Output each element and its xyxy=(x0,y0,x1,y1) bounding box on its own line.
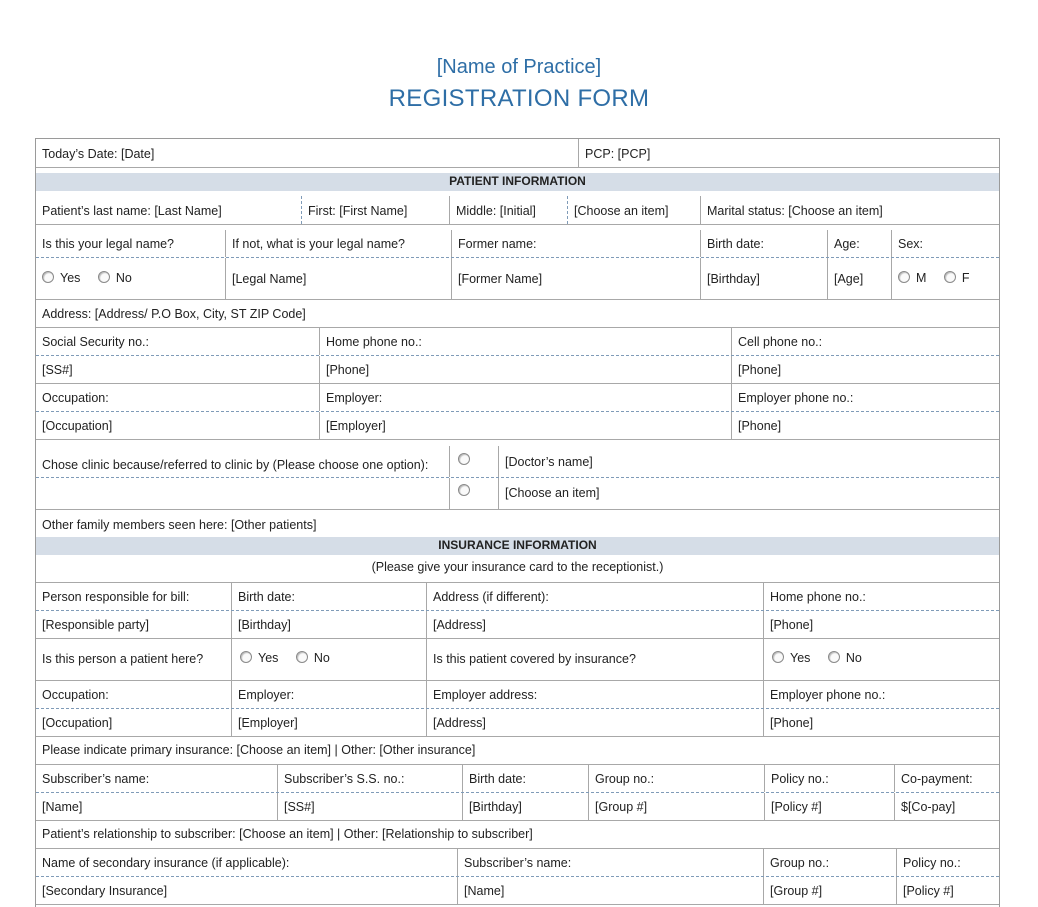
pcp-field[interactable]: PCP: [PCP] xyxy=(585,147,651,161)
policy-field[interactable]: [Policy #] xyxy=(771,800,822,814)
ssn-label: Social Security no.: xyxy=(42,335,149,349)
group-field[interactable]: [Group #] xyxy=(595,800,648,814)
legal-name-values-row xyxy=(36,258,999,300)
subscriber-ss-field[interactable]: [SS#] xyxy=(284,800,315,814)
subscriber-birth-field[interactable]: [Birthday] xyxy=(469,800,522,814)
first-name-field[interactable]: First: [First Name] xyxy=(308,204,408,218)
address-field[interactable]: Address: [Address/ P.O Box, City, ST ZIP Code] xyxy=(42,307,306,321)
patient-covered-row xyxy=(36,639,999,681)
marital-status-dropdown[interactable]: Marital status: [Choose an item] xyxy=(707,204,883,218)
ins-employer-address-label: Employer address: xyxy=(433,688,538,702)
resp-birth-field[interactable]: [Birthday] xyxy=(238,618,291,632)
legal-yes-option[interactable]: Yes xyxy=(42,271,80,285)
patient-here-no-option[interactable]: No xyxy=(296,651,330,665)
ins-occupation-label: Occupation: xyxy=(42,688,109,702)
title-dropdown[interactable]: [Choose an item] xyxy=(574,204,669,218)
legal-no-radio[interactable] xyxy=(98,271,110,283)
insurance-note: (Please give your insurance card to the receptionist.) xyxy=(371,560,664,574)
ins-employer-phone-field[interactable]: [Phone] xyxy=(770,716,814,730)
copay-label: Co-payment: xyxy=(901,772,973,786)
resp-birth-label: Birth date: xyxy=(238,590,295,604)
legal-name-label: If not, what is your legal name? xyxy=(232,237,406,251)
responsible-values-row xyxy=(36,611,999,639)
covered-yes-option[interactable]: Yes xyxy=(772,651,810,665)
sex-female-radio[interactable] xyxy=(944,271,956,283)
choose-item-radio[interactable] xyxy=(458,484,470,496)
former-name-label: Former name: xyxy=(458,237,537,251)
home-phone-field[interactable]: [Phone] xyxy=(326,363,370,377)
subscriber-name-field[interactable]: [Name] xyxy=(42,800,83,814)
sex-label: Sex: xyxy=(898,237,924,251)
address-row xyxy=(36,300,999,328)
other-family-field[interactable]: Other family members seen here: [Other patients] xyxy=(42,518,317,532)
subscriber-name-label: Subscriber’s name: xyxy=(42,772,150,786)
ins-occupation-field[interactable]: [Occupation] xyxy=(42,716,113,730)
cell-phone-field[interactable]: [Phone] xyxy=(738,363,782,377)
sex-female-option[interactable]: F xyxy=(944,271,970,285)
occupation-values-row xyxy=(36,412,999,440)
sex-male-option[interactable]: M xyxy=(898,271,926,285)
clinic-row-1 xyxy=(36,446,999,478)
ins-employer-phone-label: Employer phone no.: xyxy=(770,688,886,702)
secondary-values-row xyxy=(36,877,999,905)
doctor-radio[interactable] xyxy=(458,453,470,465)
responsible-label: Person responsible for bill: xyxy=(42,590,190,604)
resp-home-phone-label: Home phone no.: xyxy=(770,590,866,604)
age-field[interactable]: [Age] xyxy=(834,272,864,286)
date-row xyxy=(36,139,999,168)
age-label: Age: xyxy=(834,237,860,251)
responsible-labels-row xyxy=(36,583,999,611)
covered-no-option[interactable]: No xyxy=(828,651,862,665)
responsible-field[interactable]: [Responsible party] xyxy=(42,618,150,632)
relationship-field[interactable]: Patient’s relationship to subscriber: [Choose an item] | Other: [Relationship to subscriber] xyxy=(42,827,533,841)
patient-here-yes-option[interactable]: Yes xyxy=(240,651,278,665)
group-label: Group no.: xyxy=(595,772,655,786)
legal-name-question: Is this your legal name? xyxy=(42,237,175,251)
ins-occupation-values-row xyxy=(36,709,999,737)
name-row xyxy=(36,196,999,225)
registration-form xyxy=(35,138,1000,907)
secondary-policy-label: Policy no.: xyxy=(903,856,961,870)
former-name-field[interactable]: [Former Name] xyxy=(458,272,543,286)
employer-phone-label: Employer phone no.: xyxy=(738,391,854,405)
family-row xyxy=(36,510,999,537)
secondary-subscriber-field[interactable]: [Name] xyxy=(464,884,505,898)
ins-employer-address-field[interactable]: [Address] xyxy=(433,716,486,730)
subscriber-values-row xyxy=(36,793,999,821)
subscriber-ss-label: Subscriber’s S.S. no.: xyxy=(284,772,405,786)
today-date-field[interactable]: Today’s Date: [Date] xyxy=(42,147,155,161)
covered-yes-radio[interactable] xyxy=(772,651,784,663)
secondary-subscriber-label: Subscriber’s name: xyxy=(464,856,572,870)
ins-occupation-labels-row xyxy=(36,681,999,709)
patient-here-no-radio[interactable] xyxy=(296,651,308,663)
patient-section-header: PATIENT INFORMATION xyxy=(36,173,999,191)
last-name-field[interactable]: Patient’s last name: [Last Name] xyxy=(42,204,222,218)
secondary-policy-field[interactable]: [Policy #] xyxy=(903,884,954,898)
phone-values-row xyxy=(36,356,999,384)
clinic-question: Chose clinic because/referred to clinic by (Please choose one option): xyxy=(42,458,429,472)
employer-label: Employer: xyxy=(326,391,383,405)
middle-initial-field[interactable]: Middle: [Initial] xyxy=(456,204,536,218)
policy-label: Policy no.: xyxy=(771,772,829,786)
ins-employer-field[interactable]: [Employer] xyxy=(238,716,298,730)
occupation-field[interactable]: [Occupation] xyxy=(42,419,113,433)
secondary-group-label: Group no.: xyxy=(770,856,830,870)
legal-yes-radio[interactable] xyxy=(42,271,54,283)
ins-employer-label: Employer: xyxy=(238,688,295,702)
employer-phone-field[interactable]: [Phone] xyxy=(738,419,782,433)
insurance-note-row xyxy=(36,555,999,583)
subscriber-labels-row xyxy=(36,765,999,793)
secondary-insurance-field[interactable]: [Secondary Insurance] xyxy=(42,884,168,898)
secondary-labels-row xyxy=(36,849,999,877)
employer-field[interactable]: [Employer] xyxy=(326,419,386,433)
sex-male-radio[interactable] xyxy=(898,271,910,283)
legal-name-field[interactable]: [Legal Name] xyxy=(232,272,307,286)
relationship-row xyxy=(36,821,999,849)
occupation-label: Occupation: xyxy=(42,391,109,405)
legal-no-option[interactable]: No xyxy=(98,271,132,285)
primary-insurance-field[interactable]: Please indicate primary insurance: [Choose an item] | Other: [Other insurance] xyxy=(42,743,476,757)
copay-field[interactable]: $[Co-pay] xyxy=(901,800,956,814)
practice-name: [Name of Practice] xyxy=(436,56,602,78)
resp-home-phone-field[interactable]: [Phone] xyxy=(770,618,814,632)
occupation-labels-row xyxy=(36,384,999,412)
secondary-insurance-label: Name of secondary insurance (if applicable): xyxy=(42,856,290,870)
primary-insurance-row xyxy=(36,737,999,765)
ssn-field[interactable]: [SS#] xyxy=(42,363,73,377)
cell-phone-label: Cell phone no.: xyxy=(738,335,823,349)
legal-name-labels-row xyxy=(36,230,999,258)
covered-no-radio[interactable] xyxy=(828,651,840,663)
resp-address-field[interactable]: [Address] xyxy=(433,618,486,632)
patient-here-question: Is this person a patient here? xyxy=(42,652,204,666)
patient-here-yes-radio[interactable] xyxy=(240,651,252,663)
covered-question: Is this patient covered by insurance? xyxy=(433,652,636,666)
subscriber-birth-label: Birth date: xyxy=(469,772,526,786)
form-title: REGISTRATION FORM xyxy=(388,85,650,112)
clinic-row-2 xyxy=(36,478,999,510)
birth-date-label: Birth date: xyxy=(707,237,764,251)
insurance-section-header: INSURANCE INFORMATION xyxy=(36,537,999,555)
phone-labels-row xyxy=(36,328,999,356)
doctor-name-field[interactable]: [Doctor’s name] xyxy=(505,455,593,469)
resp-address-label: Address (if different): xyxy=(433,590,549,604)
clinic-choice-dropdown[interactable]: [Choose an item] xyxy=(505,486,600,500)
home-phone-label: Home phone no.: xyxy=(326,335,422,349)
birth-date-field[interactable]: [Birthday] xyxy=(707,272,760,286)
secondary-group-field[interactable]: [Group #] xyxy=(770,884,823,898)
